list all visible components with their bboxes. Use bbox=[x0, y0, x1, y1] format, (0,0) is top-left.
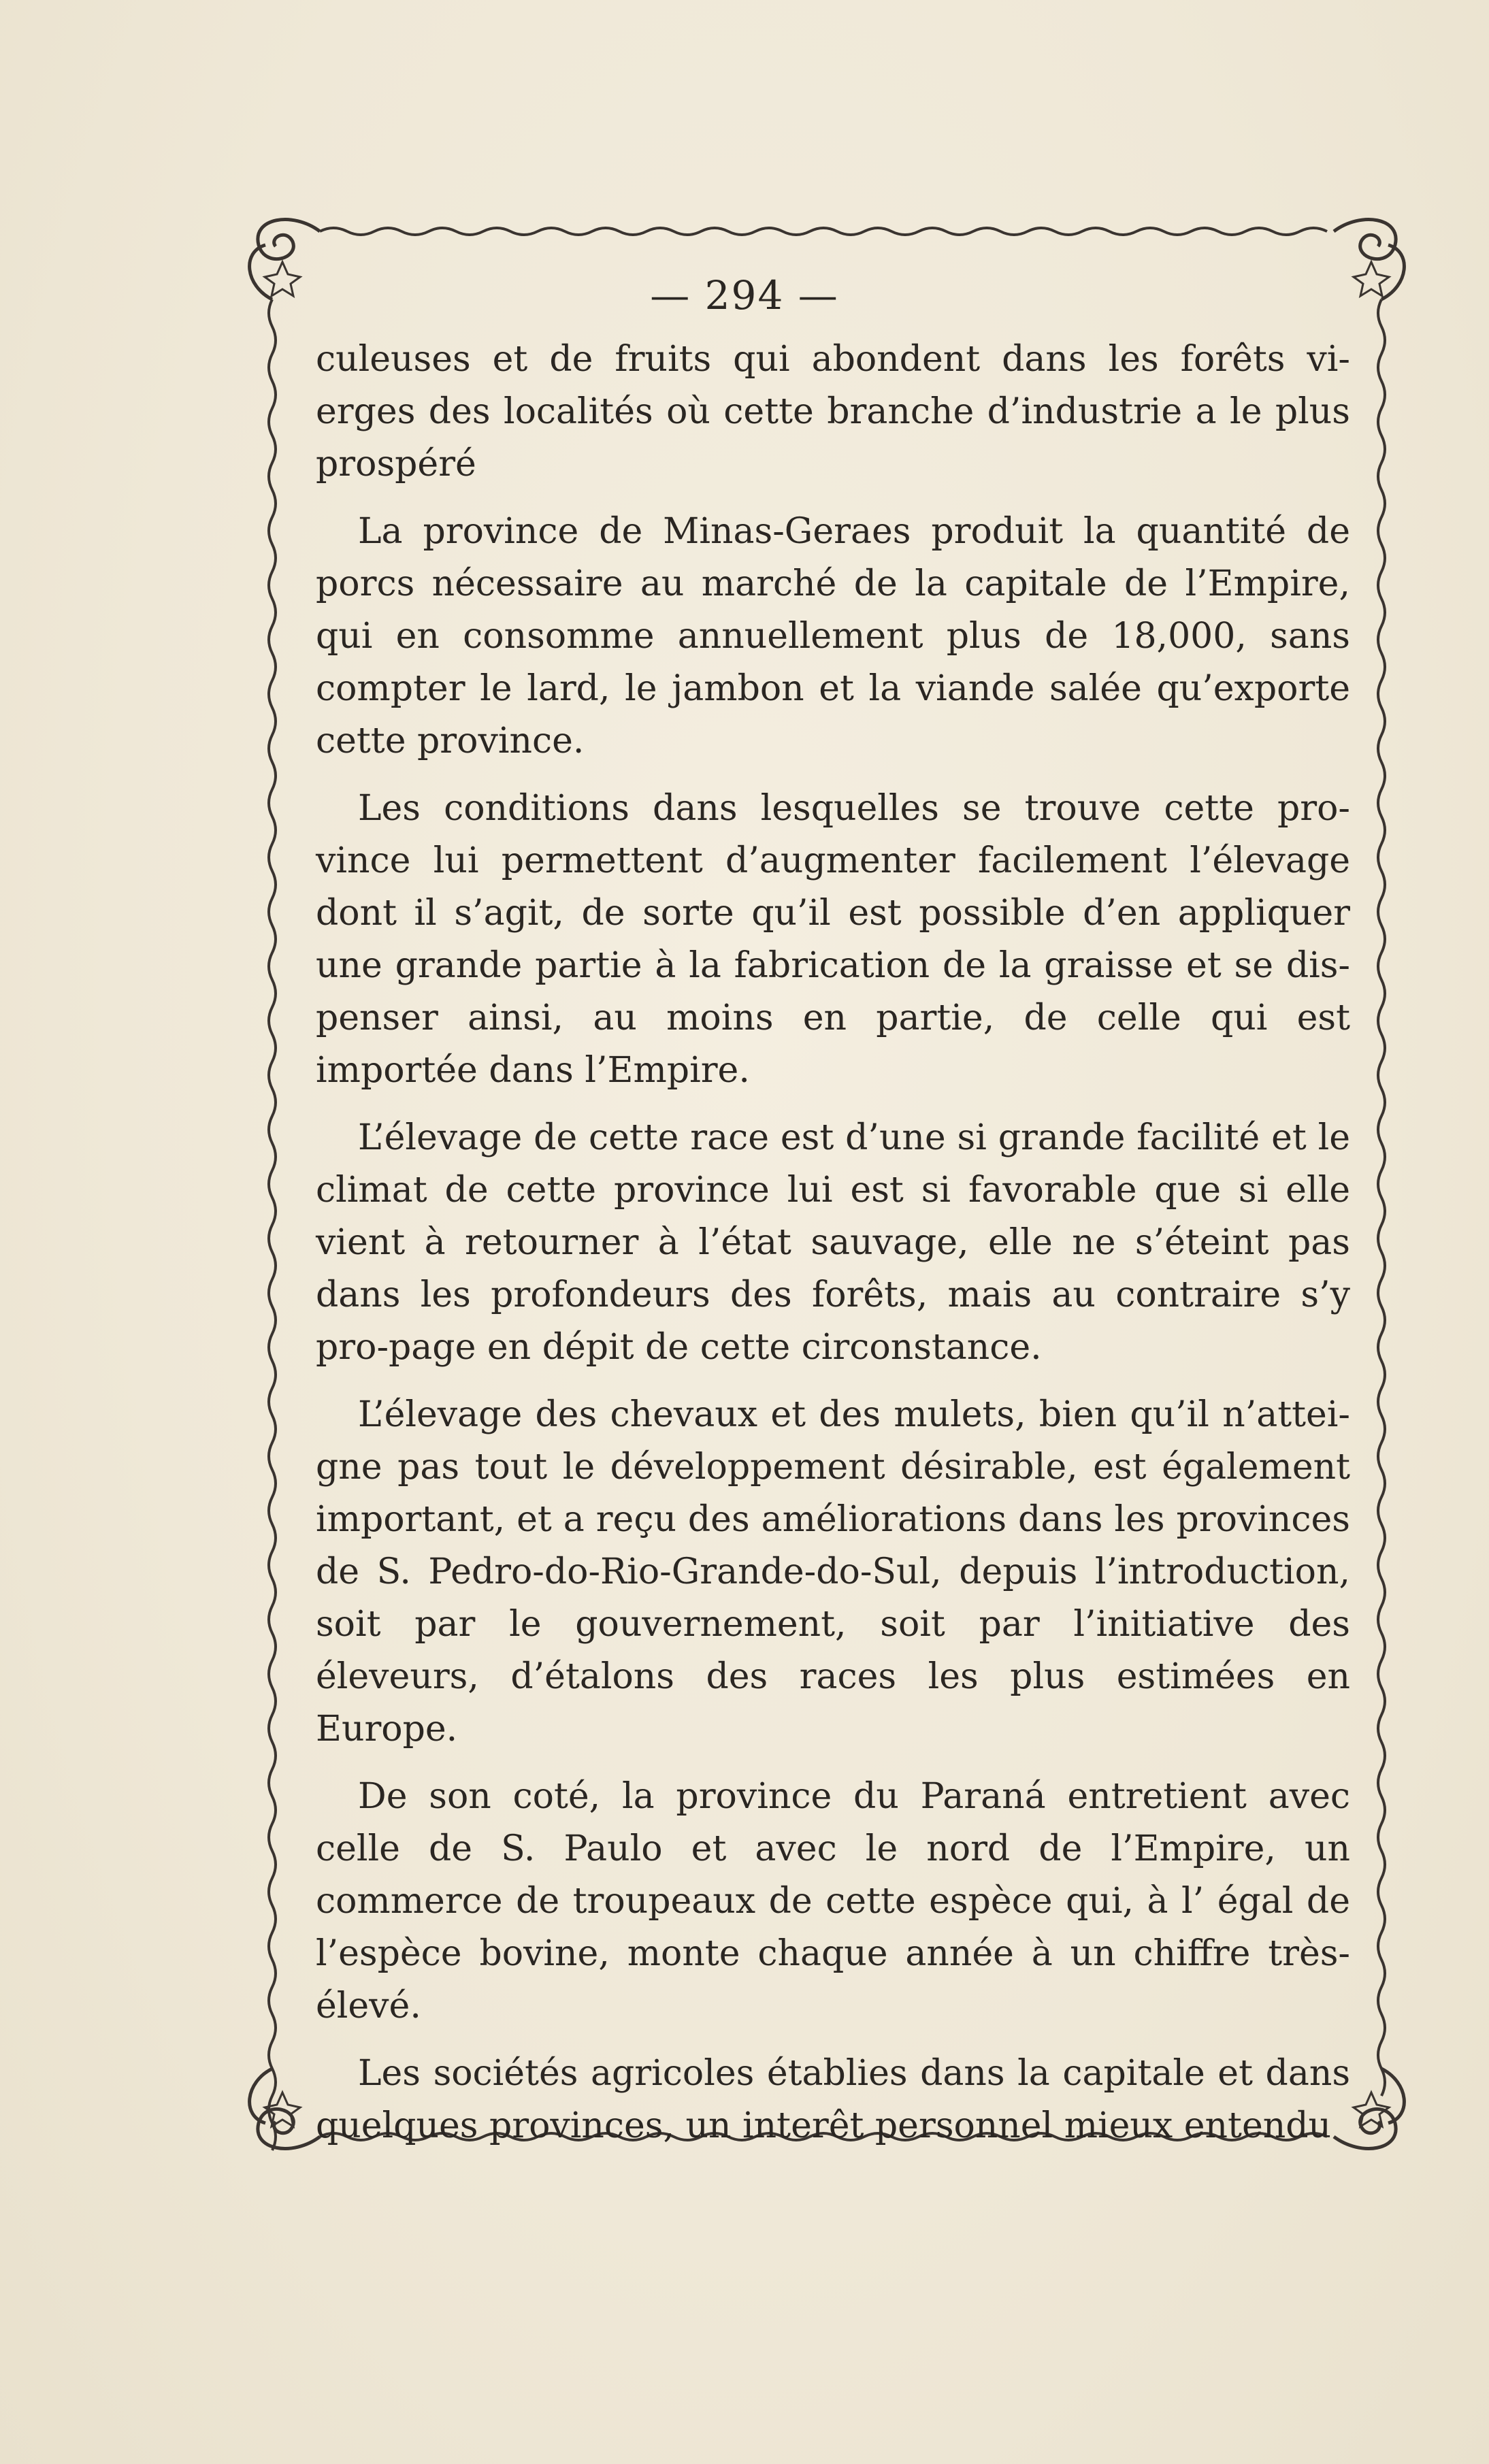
paragraph-7: Les sociétés agricoles établies dans la capitale et dans quelques provinces, un interêt personnel mieux entendu bbox=[316, 2053, 1350, 2146]
corner-ornament-bottom-left bbox=[250, 2069, 320, 2148]
border-top-line bbox=[320, 228, 1327, 235]
paragraph-5: L’élevage des chevaux et des mulets, bien qu’il n’attei-gne pas tout le développement désirable, est également important, et a reçu des améliorations dans les provinces de S. Pedro-do-Rio-Grande-do-Sul, depuis l’introduction, soit par le gouvernement, soit par l’initiative des éleveurs, d’étalons des races les plus estimées en Europe. bbox=[316, 1394, 1350, 1750]
body-text bbox=[316, 333, 1350, 2167]
paragraph-2: La province de Minas-Geraes produit la quantité de porcs nécessaire au marché de la capitale de l’Empire, qui en consomme annuellement plus de 18,000, sans compter le lard, le jambon et la viande salée qu’exporte cette province. bbox=[316, 511, 1350, 761]
paragraph-6: De son coté, la province du Paraná entretient avec celle de S. Paulo et avec le nord de l’Empire, un commerce de troupeaux de cette espèce qui, à l’ égal de l’espèce bovine, monte chaque année à un chiffre très-élevé. bbox=[316, 1776, 1350, 2026]
border-left-line bbox=[269, 299, 276, 2150]
page-number: — 294 — bbox=[650, 272, 839, 318]
border-right-line bbox=[1378, 299, 1385, 2096]
paragraph-4: L’élevage de cette race est d’une si grande facilité et le climat de cette province lui est si favorable que si elle vient à retourner à l’état sauvage, elle ne s’éteint pas dans les profondeurs des forêts, mais au contraire s’y pro-page en dépit de cette circonstance. bbox=[316, 1117, 1350, 1368]
paragraph-3: Les conditions dans lesquelles se trouve cette pro-vince lui permettent d’augmenter facilement l’élevage dont il s’agit, de sorte qu’il est possible d’en appliquer une grande partie à la fabrication de la graisse et se dis-penser ainsi, au moins en partie, de celle qui est importée dans l’Empire. bbox=[316, 788, 1350, 1091]
paragraph-1: culeuses et de fruits qui abondent dans les forêts vi-erges des localités où cette branche d’industrie a le plus prospéré bbox=[316, 339, 1350, 484]
